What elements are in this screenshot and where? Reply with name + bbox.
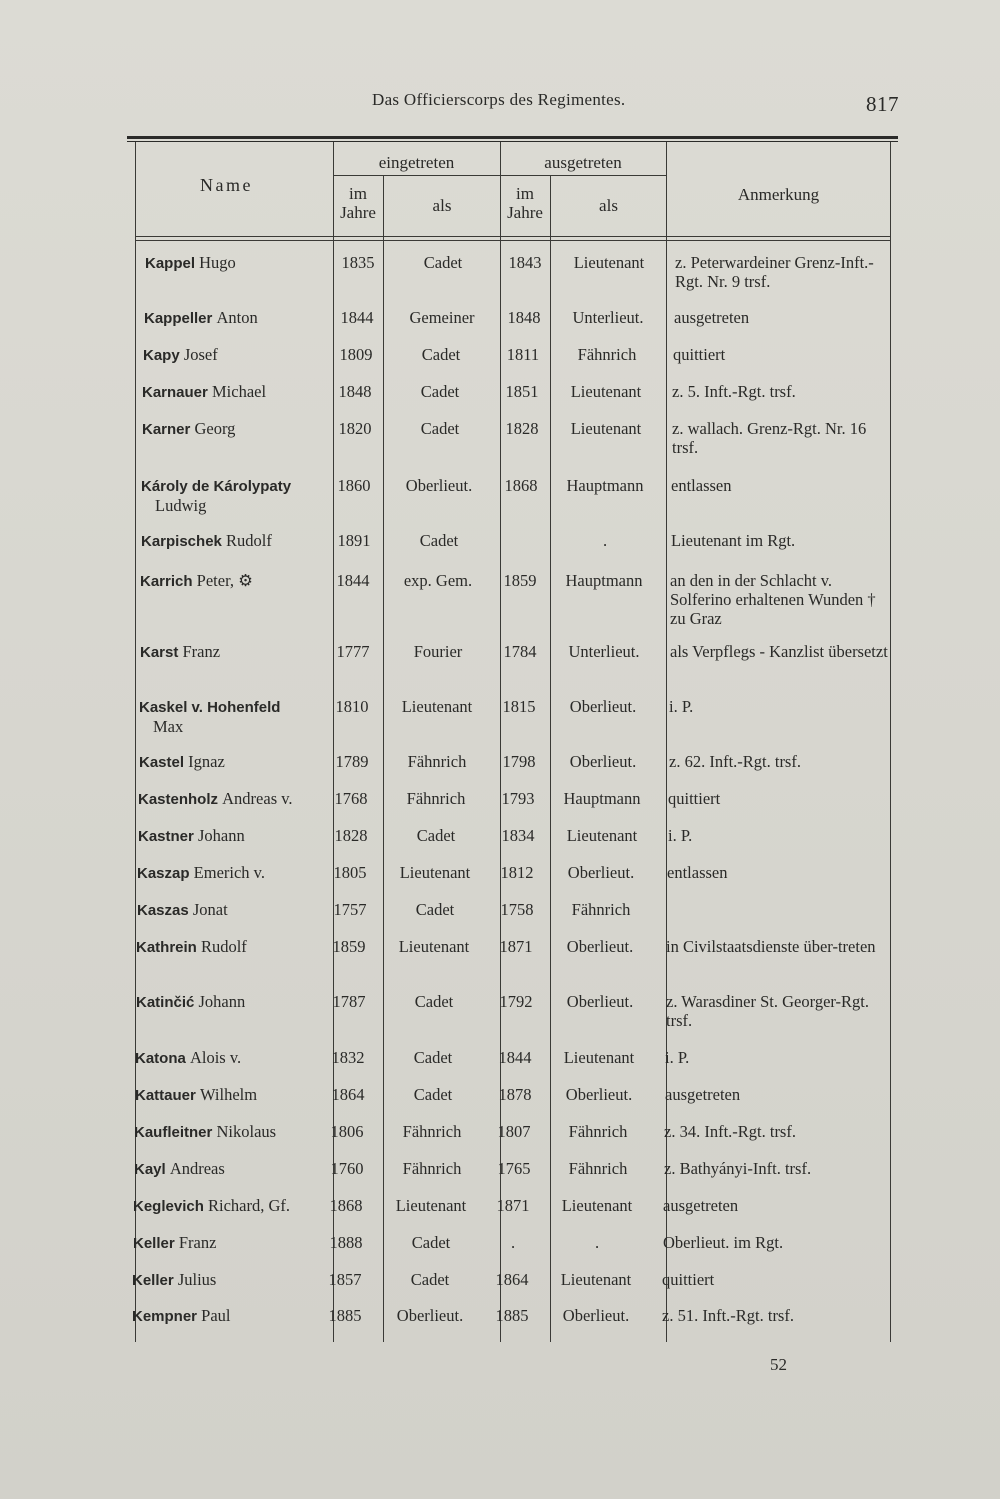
officer-name bbox=[138, 826, 328, 846]
column-header-ausgetreten: ausgetreten bbox=[544, 153, 622, 172]
officer-given-name: Johann bbox=[197, 826, 245, 845]
exit-rank: Lieutenant bbox=[570, 419, 642, 438]
remark: z. 62. Inft.-Rgt. trsf. bbox=[669, 752, 801, 771]
signature-mark: 52 bbox=[770, 1355, 787, 1374]
column-header-name: Name bbox=[200, 175, 253, 195]
header-bottom-rule bbox=[135, 236, 890, 237]
entry-year: 1891 bbox=[337, 531, 371, 550]
page-number: 817 bbox=[866, 92, 899, 116]
remark: i. P. bbox=[669, 697, 694, 716]
officer-name bbox=[135, 1048, 325, 1068]
exit-year: 1859 bbox=[503, 571, 537, 590]
entry-rank: Lieutenant bbox=[395, 1196, 467, 1215]
entry-year: 1860 bbox=[337, 476, 371, 495]
exit-year: 1758 bbox=[500, 900, 534, 919]
exit-year: 1798 bbox=[502, 752, 536, 771]
entry-rank: Cadet bbox=[415, 900, 455, 919]
officer-name bbox=[132, 1270, 322, 1290]
entry-rank: Cadet bbox=[421, 345, 461, 364]
exit-rank: Lieutenant bbox=[573, 253, 645, 272]
entry-year: 1859 bbox=[332, 937, 366, 956]
entry-year: 1809 bbox=[339, 345, 373, 364]
entry-rank: Lieutenant bbox=[398, 937, 470, 956]
officer-given-name: Nikolaus bbox=[216, 1122, 277, 1141]
officer-given-name: Franz bbox=[178, 1233, 217, 1252]
officer-surname: Keller bbox=[133, 1235, 175, 1252]
table-top-rule-thin bbox=[127, 141, 898, 142]
remark: z. wallach. Grenz-Rgt. Nr. 16 trsf. bbox=[672, 419, 867, 457]
officer-name bbox=[133, 1196, 323, 1216]
officer-surname: Kastel bbox=[139, 754, 185, 771]
entry-rank: Fourier bbox=[413, 642, 463, 661]
exit-rank: Oberlieut. bbox=[569, 697, 637, 716]
officer-given-name: Emerich v. bbox=[193, 863, 265, 882]
table-top-rule bbox=[127, 136, 898, 139]
officer-surname: Kappeller bbox=[144, 310, 213, 327]
entry-rank: Cadet bbox=[410, 1270, 450, 1289]
officer-surname: Karpischek bbox=[141, 533, 222, 550]
exit-rank: Fähnrich bbox=[568, 1159, 628, 1178]
remark: quittiert bbox=[673, 345, 726, 364]
entry-year: 1820 bbox=[338, 419, 372, 438]
entry-rank: Cadet bbox=[420, 419, 460, 438]
officer-name bbox=[142, 419, 332, 439]
officer-name bbox=[136, 992, 326, 1012]
officer-surname: Karner bbox=[142, 421, 191, 438]
officer-surname: Karnauer bbox=[142, 384, 208, 401]
entry-year: 1787 bbox=[332, 992, 366, 1011]
entry-year: 1777 bbox=[336, 642, 370, 661]
exit-rank: Fähnrich bbox=[571, 900, 631, 919]
entry-year: 1828 bbox=[334, 826, 368, 845]
exit-rank: Hauptmann bbox=[566, 476, 644, 495]
officer-name bbox=[140, 571, 330, 591]
officer-name bbox=[140, 642, 330, 662]
officer-given-name: Paul bbox=[201, 1306, 231, 1325]
remark: Lieutenant im Rgt. bbox=[671, 531, 796, 550]
entry-rank: Fähnrich bbox=[402, 1122, 462, 1141]
exit-year: 1868 bbox=[504, 476, 538, 495]
officer-given-name: Rudolf bbox=[200, 937, 247, 956]
officer-name bbox=[134, 1159, 324, 1179]
officer-surname: Kastenholz bbox=[138, 791, 219, 808]
header-bottom-rule-2 bbox=[135, 240, 890, 241]
entry-rank: Gemeiner bbox=[409, 308, 475, 327]
exit-rank: Oberlieut. bbox=[565, 1085, 633, 1104]
entry-year: 1805 bbox=[333, 863, 367, 882]
officer-given-name: Michael bbox=[211, 382, 267, 401]
exit-rank: Lieutenant bbox=[563, 1048, 635, 1067]
entry-rank: Cadet bbox=[423, 253, 463, 272]
remark: entlassen bbox=[671, 476, 732, 495]
officer-name bbox=[144, 308, 334, 328]
entry-rank: Oberlieut. bbox=[396, 1306, 464, 1325]
officer-given-name: Peter, ⚙ bbox=[196, 571, 253, 590]
officer-given-name: Wilhelm bbox=[199, 1085, 258, 1104]
officer-name bbox=[142, 382, 332, 402]
exit-rank: Oberlieut. bbox=[567, 863, 635, 882]
exit-year: 1848 bbox=[507, 308, 541, 327]
exit-rank: Unterlieut. bbox=[568, 642, 640, 661]
exit-rank: . bbox=[602, 531, 608, 550]
officer-name bbox=[132, 1306, 322, 1326]
exit-rank: Lieutenant bbox=[561, 1196, 633, 1215]
officer-name bbox=[135, 1085, 325, 1105]
remark: z. Warasdiner St. Georger-Rgt. trsf. bbox=[666, 992, 870, 1030]
exit-rank: Hauptmann bbox=[565, 571, 643, 590]
officer-surname: Katinčić bbox=[136, 994, 195, 1011]
officer-surname: Kappel bbox=[145, 255, 196, 272]
column-header-out-year: im Jahre bbox=[507, 184, 543, 222]
remark: Oberlieut. im Rgt. bbox=[663, 1233, 784, 1252]
exit-year: 1828 bbox=[505, 419, 539, 438]
exit-year: 1807 bbox=[497, 1122, 531, 1141]
exit-year: 1871 bbox=[496, 1196, 530, 1215]
exit-rank: Lieutenant bbox=[570, 382, 642, 401]
entry-year: 1760 bbox=[330, 1159, 364, 1178]
exit-year: 1811 bbox=[506, 345, 540, 364]
exit-year: 1864 bbox=[495, 1270, 529, 1289]
entry-rank: Cadet bbox=[411, 1233, 451, 1252]
column-header-in-as: als bbox=[432, 196, 452, 215]
officer-surname: Keglevich bbox=[133, 1198, 204, 1215]
officer-surname: Katona bbox=[135, 1050, 186, 1067]
officer-given-name: Ignaz bbox=[188, 752, 225, 771]
entry-rank: Cadet bbox=[414, 992, 454, 1011]
officer-surname: Kastner bbox=[138, 828, 194, 845]
officer-name bbox=[141, 476, 331, 515]
officer-name bbox=[137, 900, 327, 920]
entry-rank: Cadet bbox=[413, 1048, 453, 1067]
officer-surname: Karst bbox=[140, 644, 179, 661]
column-header-eingetreten: eingetreten bbox=[378, 153, 455, 172]
exit-year: 1844 bbox=[498, 1048, 532, 1067]
exit-year: 1792 bbox=[499, 992, 533, 1011]
remark: als Verpflegs - Kanzlist übersetzt bbox=[670, 642, 888, 661]
exit-year: 1793 bbox=[501, 789, 535, 808]
entry-rank: Fähnrich bbox=[402, 1159, 462, 1178]
exit-year: 1843 bbox=[508, 253, 542, 272]
officer-given-name: Anton bbox=[216, 308, 258, 327]
entry-year: 1888 bbox=[329, 1233, 363, 1252]
officer-surname: Karrich bbox=[140, 573, 193, 590]
exit-rank: Hauptmann bbox=[563, 789, 641, 808]
exit-rank: Unterlieut. bbox=[572, 308, 644, 327]
exit-year: 1871 bbox=[499, 937, 533, 956]
exit-year: 1815 bbox=[502, 697, 536, 716]
officer-name bbox=[136, 937, 326, 957]
entry-rank: Cadet bbox=[416, 826, 456, 845]
exit-year: . bbox=[510, 1233, 516, 1252]
entry-rank: Lieutenant bbox=[401, 697, 473, 716]
officer-name bbox=[137, 863, 327, 883]
header-subdivider bbox=[333, 175, 666, 176]
entry-year: 1768 bbox=[334, 789, 368, 808]
exit-year: 1784 bbox=[503, 642, 537, 661]
officer-given-name: Franz bbox=[182, 642, 221, 661]
officer-surname: Kaszas bbox=[137, 902, 189, 919]
entry-year: 1810 bbox=[335, 697, 369, 716]
officer-surname: Kaufleitner bbox=[134, 1124, 213, 1141]
entry-year: 1757 bbox=[333, 900, 367, 919]
officer-given-name: Ludwig bbox=[155, 496, 207, 515]
remark: ausgetreten bbox=[665, 1085, 741, 1104]
remark: quittiert bbox=[668, 789, 721, 808]
entry-year: 1885 bbox=[328, 1306, 362, 1325]
column-header-in-year: im Jahre bbox=[340, 184, 376, 222]
exit-year: 1851 bbox=[505, 382, 539, 401]
exit-year: 1812 bbox=[500, 863, 534, 882]
exit-rank: Lieutenant bbox=[560, 1270, 632, 1289]
remark: ausgetreten bbox=[663, 1196, 739, 1215]
entry-rank: Cadet bbox=[413, 1085, 453, 1104]
officer-given-name: Rudolf bbox=[226, 531, 272, 550]
officer-given-name: Johann bbox=[198, 992, 246, 1011]
officer-given-name: Max bbox=[153, 717, 184, 736]
column-header-out-as: als bbox=[599, 196, 618, 215]
exit-rank: Lieutenant bbox=[566, 826, 638, 845]
officer-surname: Kempner bbox=[132, 1308, 198, 1325]
officer-surname: Kapy bbox=[143, 347, 180, 364]
entry-year: 1789 bbox=[335, 752, 369, 771]
remark: i. P. bbox=[668, 826, 693, 845]
exit-year: 1878 bbox=[498, 1085, 532, 1104]
officer-name bbox=[138, 789, 328, 809]
remark: z. 5. Inft.-Rgt. trsf. bbox=[672, 382, 796, 401]
exit-year: 1885 bbox=[495, 1306, 529, 1325]
entry-year: 1868 bbox=[329, 1196, 363, 1215]
officer-surname: Kaskel v. Hohenfeld bbox=[139, 699, 281, 716]
officer-given-name: Alois v. bbox=[189, 1048, 242, 1067]
exit-year: 1834 bbox=[501, 826, 535, 845]
exit-rank: Oberlieut. bbox=[566, 937, 634, 956]
exit-rank: Fähnrich bbox=[577, 345, 637, 364]
officer-surname: Kayl bbox=[134, 1161, 166, 1178]
officer-name bbox=[139, 697, 329, 736]
remark: z. Peterwardeiner Grenz-Inft.-Rgt. Nr. 9 trsf. bbox=[675, 253, 874, 291]
entry-year: 1835 bbox=[341, 253, 375, 272]
officer-surname: Károly de Károlypaty bbox=[141, 478, 292, 495]
remark: i. P. bbox=[665, 1048, 690, 1067]
officer-name bbox=[133, 1233, 323, 1253]
entry-year: 1806 bbox=[330, 1122, 364, 1141]
officer-given-name: Julius bbox=[177, 1270, 217, 1289]
exit-rank: Oberlieut. bbox=[569, 752, 637, 771]
remark: z. 51. Inft.-Rgt. trsf. bbox=[662, 1306, 794, 1325]
remark: in Civilstaatsdienste über-treten bbox=[666, 937, 876, 956]
officer-given-name: Andreas bbox=[169, 1159, 225, 1178]
officer-given-name: Andreas v. bbox=[222, 789, 293, 808]
exit-rank: Oberlieut. bbox=[562, 1306, 630, 1325]
entry-year: 1848 bbox=[338, 382, 372, 401]
entry-year: 1844 bbox=[336, 571, 370, 590]
entry-year: 1844 bbox=[340, 308, 374, 327]
remark: entlassen bbox=[667, 863, 728, 882]
entry-year: 1864 bbox=[331, 1085, 365, 1104]
officer-surname: Kattauer bbox=[135, 1087, 196, 1104]
exit-rank: Fähnrich bbox=[568, 1122, 628, 1141]
officer-name bbox=[139, 752, 329, 772]
entry-rank: Oberlieut. bbox=[405, 476, 473, 495]
remark: quittiert bbox=[662, 1270, 715, 1289]
officer-name bbox=[143, 345, 333, 365]
entry-rank: Fähnrich bbox=[406, 789, 466, 808]
officer-name bbox=[141, 531, 331, 551]
running-title: Das Officierscorps des Regimentes. bbox=[372, 90, 626, 109]
officer-given-name: Richard, Gf. bbox=[208, 1196, 291, 1215]
officer-given-name: Josef bbox=[183, 345, 218, 364]
column-header-anmerkung: Anmerkung bbox=[737, 185, 820, 204]
officer-surname: Keller bbox=[132, 1272, 174, 1289]
officer-surname: Kaszap bbox=[137, 865, 190, 882]
officer-surname: Kathrein bbox=[136, 939, 197, 956]
entry-year: 1857 bbox=[328, 1270, 362, 1289]
entry-rank: Fähnrich bbox=[407, 752, 467, 771]
entry-year: 1832 bbox=[331, 1048, 365, 1067]
officer-name bbox=[145, 253, 335, 273]
exit-rank: Oberlieut. bbox=[566, 992, 634, 1011]
officer-given-name: Jonat bbox=[192, 900, 228, 919]
entry-rank: Lieutenant bbox=[399, 863, 471, 882]
remark: an den in der Schlacht v. Solferino erhaltenen Wunden † zu Graz bbox=[670, 571, 876, 628]
officer-given-name: Georg bbox=[194, 419, 236, 438]
remark: ausgetreten bbox=[674, 308, 750, 327]
exit-rank: . bbox=[594, 1233, 600, 1252]
officer-name bbox=[134, 1122, 324, 1142]
officer-given-name: Hugo bbox=[199, 253, 236, 272]
remark: z. Bathyányi-Inft. trsf. bbox=[664, 1159, 812, 1178]
entry-rank: Cadet bbox=[420, 382, 460, 401]
exit-year: 1765 bbox=[497, 1159, 531, 1178]
entry-rank: Cadet bbox=[419, 531, 459, 550]
entry-rank: exp. Gem. bbox=[403, 571, 473, 590]
remark: z. 34. Inft.-Rgt. trsf. bbox=[664, 1122, 796, 1141]
